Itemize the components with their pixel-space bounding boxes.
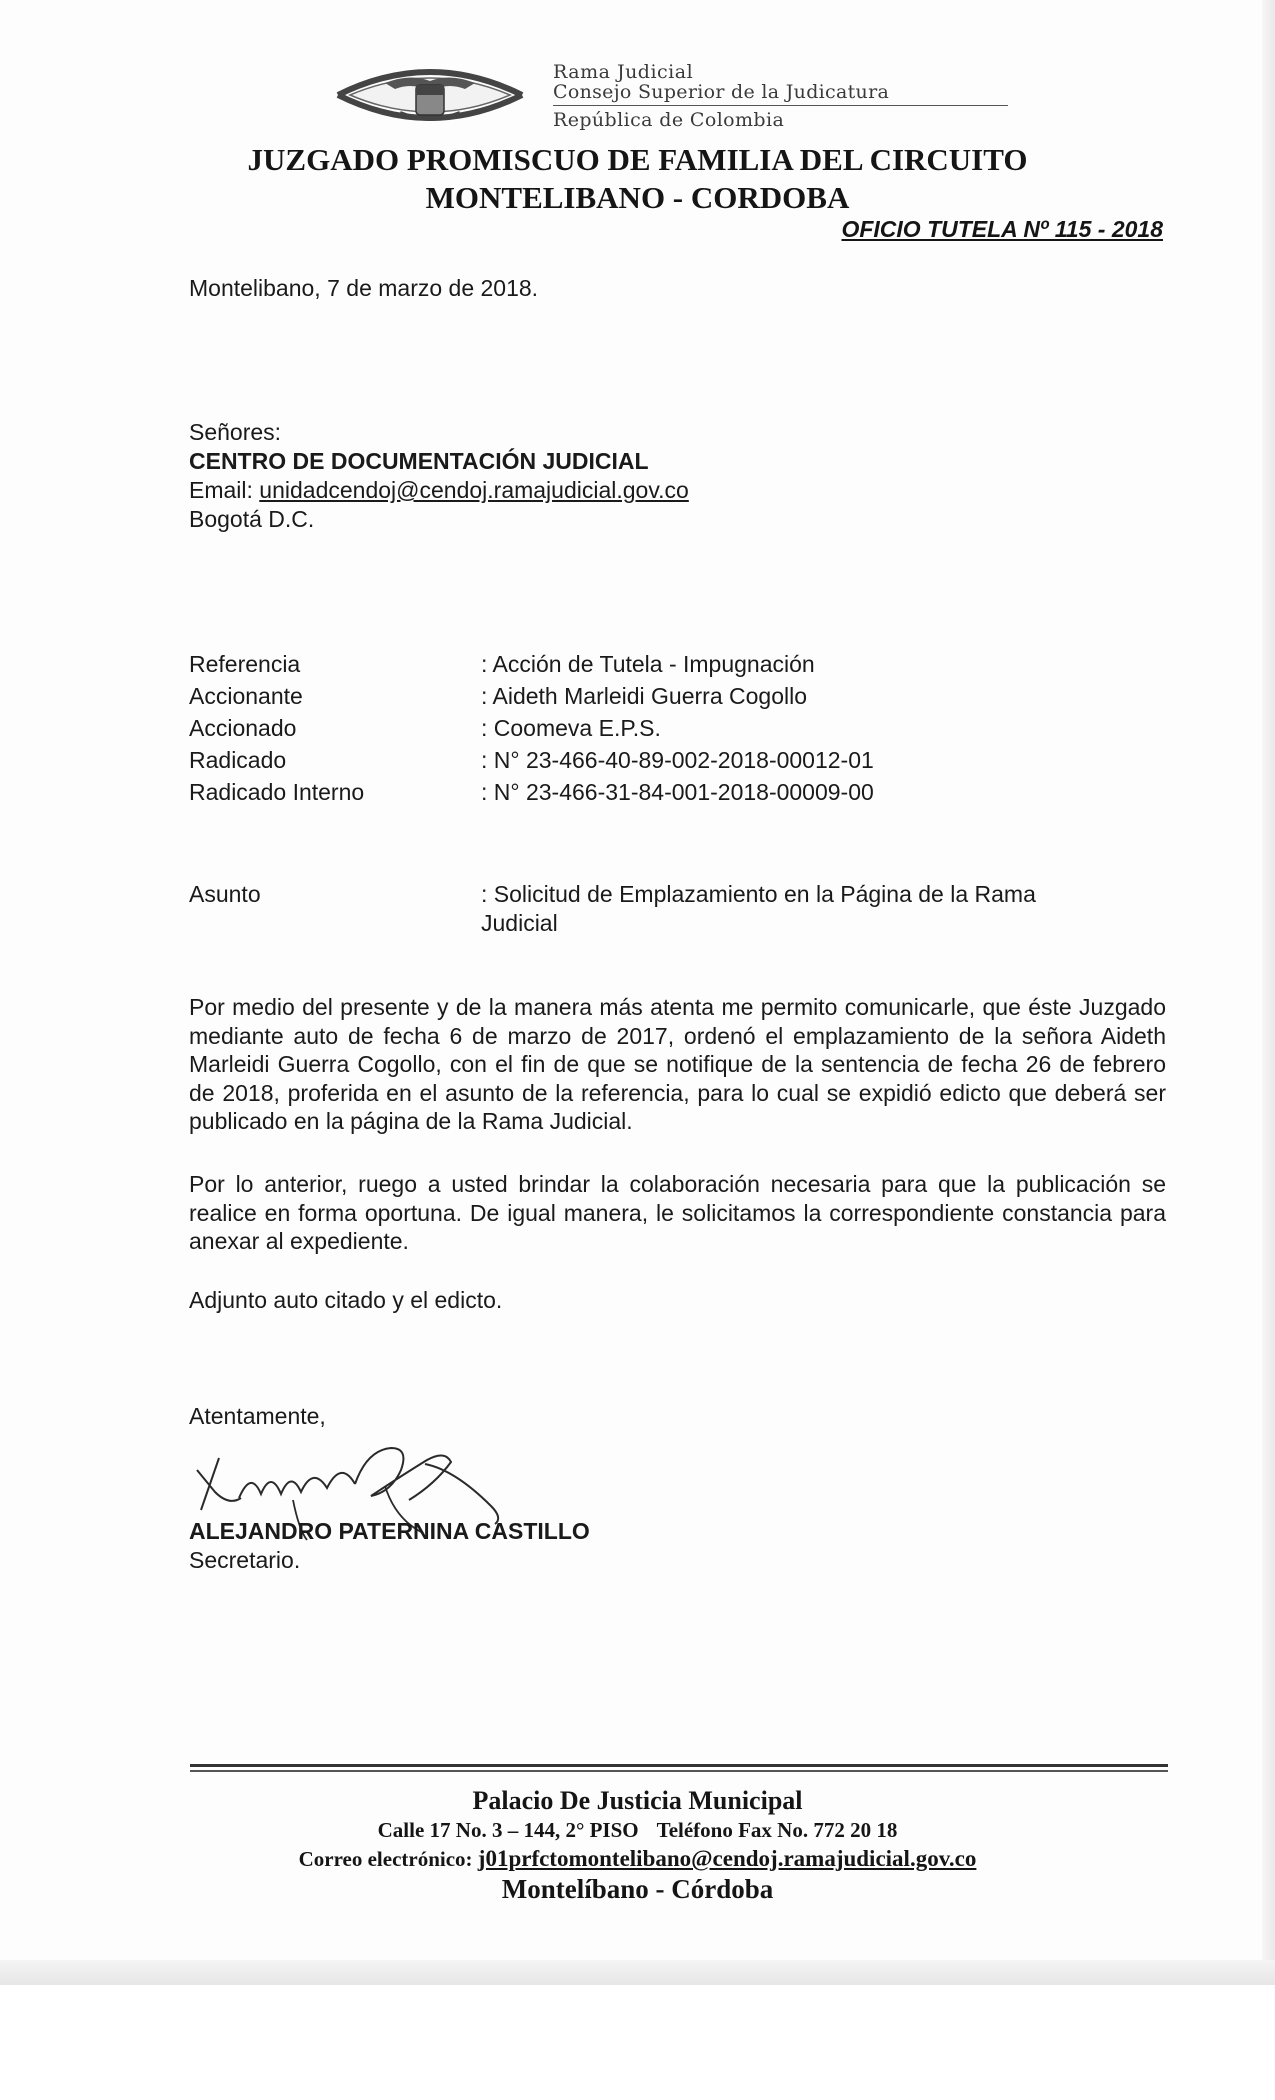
reference-value: : Aideth Marleidi Guerra Cogollo: [481, 683, 807, 709]
reference-value: : Acción de Tutela - Impugnación: [481, 651, 815, 677]
footer-address: Calle 17 No. 3 – 144, 2° PISO: [377, 1818, 639, 1842]
reference-label: Accionante: [189, 683, 303, 709]
reference-label: Radicado Interno: [189, 779, 365, 805]
letterhead-line: República de Colombia: [553, 109, 785, 131]
coat-of-arms-seal-icon: [330, 55, 530, 135]
footer-divider: [190, 1764, 1168, 1767]
footer-email-label: Correo electrónico:: [298, 1847, 478, 1871]
reference-label: Radicado: [189, 747, 287, 773]
oficio-number: OFICIO TUTELA Nº 115 - 2018: [841, 216, 1163, 242]
recipient-email-line: [189, 476, 689, 505]
footer-divider: [190, 1770, 1168, 1772]
recipient-city: Bogotá D.C.: [189, 506, 315, 532]
reference-label: Accionado: [189, 715, 297, 741]
scan-edge: [1262, 0, 1275, 1985]
letterhead: [553, 62, 1008, 132]
email-label: Email:: [189, 477, 260, 503]
recipient-email-link[interactable]: unidadcendoj@cendoj.ramajudicial.gov.co: [259, 477, 689, 503]
recipient-block: [189, 418, 689, 534]
body-paragraph: Adjunto auto citado y el edicto.: [189, 1287, 503, 1313]
letterhead-line: Rama Judicial: [553, 61, 694, 83]
signer-name: ALEJANDRO PATERNINA CASTILLO: [189, 1518, 590, 1544]
reference-value: : N° 23-466-31-84-001-2018-00009-00: [481, 779, 874, 805]
footer-institution: Palacio De Justicia Municipal: [472, 1786, 803, 1815]
scan-edge: [0, 1960, 1275, 1985]
closing-text: Atentamente,: [189, 1403, 326, 1429]
blank-margin: [0, 1985, 1275, 2100]
reference-value: : N° 23-466-40-89-002-2018-00012-01: [481, 747, 874, 773]
recipient-name: CENTRO DE DOCUMENTACIÓN JUDICIAL: [189, 448, 649, 474]
footer-phone: Teléfono Fax No. 772 20 18: [656, 1818, 898, 1842]
footer-address-line: [0, 1818, 1275, 1843]
footer-city: Montelíbano - Córdoba: [501, 1874, 774, 1904]
body-paragraph: Por medio del presente y de la manera más atenta me permito comunicarle, que éste Juzgado mediante auto de fecha 6 de marzo de 2017, ordenó el emplazamiento de la señora Aideth Marleidi Guerra Cogollo, con el fin de que se notifique de la sentencia de fecha 26 de febrero de 2018, proferida en el asunto de la referencia, para lo cual se expidió edicto que deberá ser publicado en la página de la Rama Judicial.: [189, 994, 1166, 1135]
letterhead-line: Consejo Superior de la Judicatura: [553, 82, 1008, 106]
salutation: Señores:: [189, 419, 282, 445]
footer-email-link[interactable]: j01prfctomontelibano@cendoj.ramajudicial.gov.co: [477, 1846, 977, 1871]
subject-value: : Solicitud de Emplazamiento en la Página de la Rama Judicial: [481, 881, 1036, 936]
signer-role: Secretario.: [189, 1547, 301, 1573]
date-line: Montelibano, 7 de marzo de 2018.: [189, 275, 539, 301]
body-paragraph: Por lo anterior, ruego a usted brindar la colaboración necesaria para que la publicación se realice en forma oportuna. De igual manera, le solicitamos la correspondiente constancia para anexar al expediente.: [189, 1171, 1166, 1255]
court-title: JUZGADO PROMISCUO DE FAMILIA DEL CIRCUITO: [247, 142, 1028, 177]
reference-value: : Coomeva E.P.S.: [481, 715, 661, 741]
footer-email-line: [0, 1846, 1275, 1872]
court-location-title: MONTELIBANO - CORDOBA: [425, 180, 850, 215]
reference-label: Referencia: [189, 651, 301, 677]
subject-label: Asunto: [189, 881, 261, 907]
